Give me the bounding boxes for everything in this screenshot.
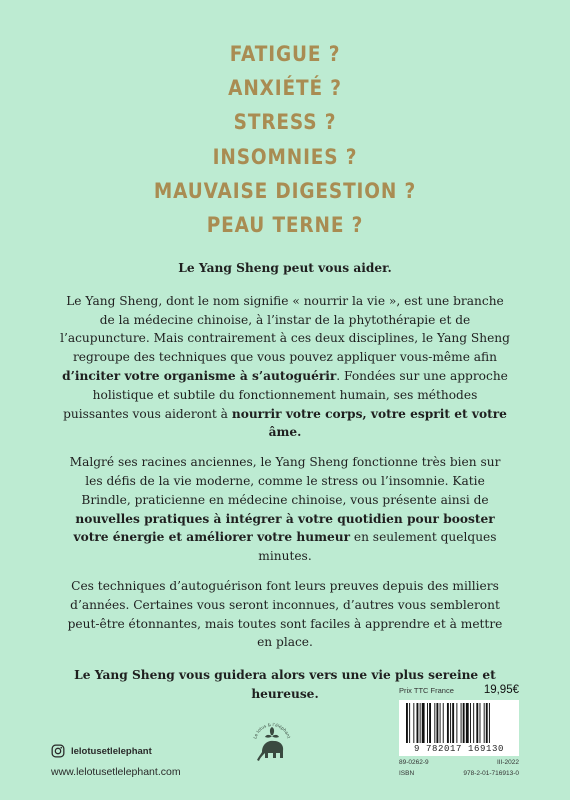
- instagram-icon: [51, 744, 65, 758]
- barcode-bar: [473, 703, 474, 743]
- headline-fatigue: FATIGUE ?: [229, 42, 341, 67]
- price-barcode-block: [399, 684, 519, 777]
- barcode-bar: [417, 703, 419, 743]
- website-link[interactable]: www.lelotusetlelephant.com: [51, 766, 181, 778]
- paragraph-2-text-a: Malgré ses racines anciennes, le Yang Sheng fonctionne très bien sur les défis de la vie moderne, comme le stress ou l’insomnie. Katie Brindle, praticienne en médecine chinoise, vous présente ainsi de: [69, 455, 501, 507]
- headline-anxiete: ANXIÉTÉ ?: [228, 76, 342, 102]
- instagram-handle-text: lelotusetlelephant: [71, 745, 152, 757]
- barcode-bar: [409, 703, 410, 743]
- barcode-bar: [447, 703, 449, 743]
- barcode-bar: [413, 703, 414, 743]
- barcode-bar: [450, 703, 451, 743]
- isbn-label: ISBN: [399, 770, 415, 777]
- logo-arc-text: Le lotus & l’éléphant: [252, 721, 292, 740]
- paragraph-1-bold-a: d’inciter votre organisme à s’autoguérir: [62, 368, 337, 383]
- barcode-bar: [489, 703, 490, 743]
- headline-insomnies: INSOMNIES ?: [212, 144, 358, 170]
- barcode-bar: [427, 703, 428, 743]
- paragraph-2-text-b: en seulement quelques minutes.: [258, 530, 497, 564]
- isbn-value: 978-2-01-716913-0: [463, 770, 519, 777]
- barcode-bar: [470, 703, 471, 743]
- instagram-handle[interactable]: [51, 744, 152, 758]
- barcode-bar: [452, 703, 454, 743]
- barcode-bar: [486, 703, 488, 743]
- barcode-bar: [476, 703, 478, 743]
- date-code: III-2022: [496, 759, 519, 766]
- barcode-bar: [484, 703, 485, 743]
- paragraph-2: [60, 453, 510, 566]
- headline-digestion: MAUVAISE DIGESTION ?: [153, 178, 417, 204]
- barcode-bar: [443, 703, 444, 743]
- barcode: [399, 700, 519, 756]
- barcode-bar: [440, 703, 441, 743]
- price-value: 19,95€: [483, 684, 519, 696]
- headline-peau: PEAU TERNE ?: [206, 213, 364, 239]
- paragraph-1: [60, 292, 510, 442]
- paragraph-1-bold-b: nourrir votre corps, votre esprit et votre âme.: [231, 406, 507, 440]
- headline-stress: STRESS ?: [233, 110, 337, 136]
- barcode-bar: [480, 703, 481, 743]
- barcode-bar: [456, 703, 457, 743]
- barcode-bars: [404, 703, 516, 743]
- barcode-bar: [436, 703, 438, 743]
- paragraph-1-text-a: Le Yang Sheng, dont le nom signifie « nourrir la vie », est une branche de la médecine chinoise, à l’instar de la phytothérapie et de l’acupuncture. Mais contrairement à ces deux disciplines, le Yang Sheng regroupe des techniques que vous pouvez appliquer vous-même afin: [60, 293, 510, 365]
- barcode-bar: [461, 703, 462, 743]
- isbn-row: [399, 770, 519, 777]
- barcode-bar: [420, 703, 421, 743]
- price-row: [399, 684, 519, 696]
- barcode-number: 9 782017 169130: [413, 744, 504, 754]
- reference-code: 89-0262-9: [399, 759, 429, 766]
- barcode-bar: [429, 703, 431, 743]
- back-cover-text: [60, 259, 510, 715]
- barcode-bar: [463, 703, 465, 743]
- headline-list: [40, 38, 530, 243]
- barcode-bar: [434, 703, 435, 743]
- elephant-logo-icon: [248, 716, 296, 766]
- closing-sentence: Le Yang Sheng vous guidera alors vers une vie plus sereine et heureuse.: [74, 668, 496, 701]
- barcode-bar: [422, 703, 425, 743]
- paragraph-3: Ces techniques d’autoguérison font leurs preuves depuis des milliers d’années. Certaines vous seront inconnues, d’autres vous sembleront peut-être étonnantes, mais toutes sont faciles à apprendre et à mettre en place.: [67, 578, 503, 650]
- reference-row: [399, 759, 519, 766]
- paragraph-2-bold: nouvelles pratiques à intégrer à votre quotidien pour booster votre énergie et améliorer votre humeur: [73, 511, 495, 545]
- lead-sentence: Le Yang Sheng peut vous aider.: [178, 261, 392, 275]
- barcode-bar: [466, 703, 469, 743]
- price-label: Prix TTC France: [399, 686, 454, 695]
- paragraph-1-text-b: . Fondées sur une approche holistique et subtile du fonctionnement humain, ses méthodes puissantes vous aideront à: [63, 368, 508, 421]
- barcode-bar: [406, 703, 408, 743]
